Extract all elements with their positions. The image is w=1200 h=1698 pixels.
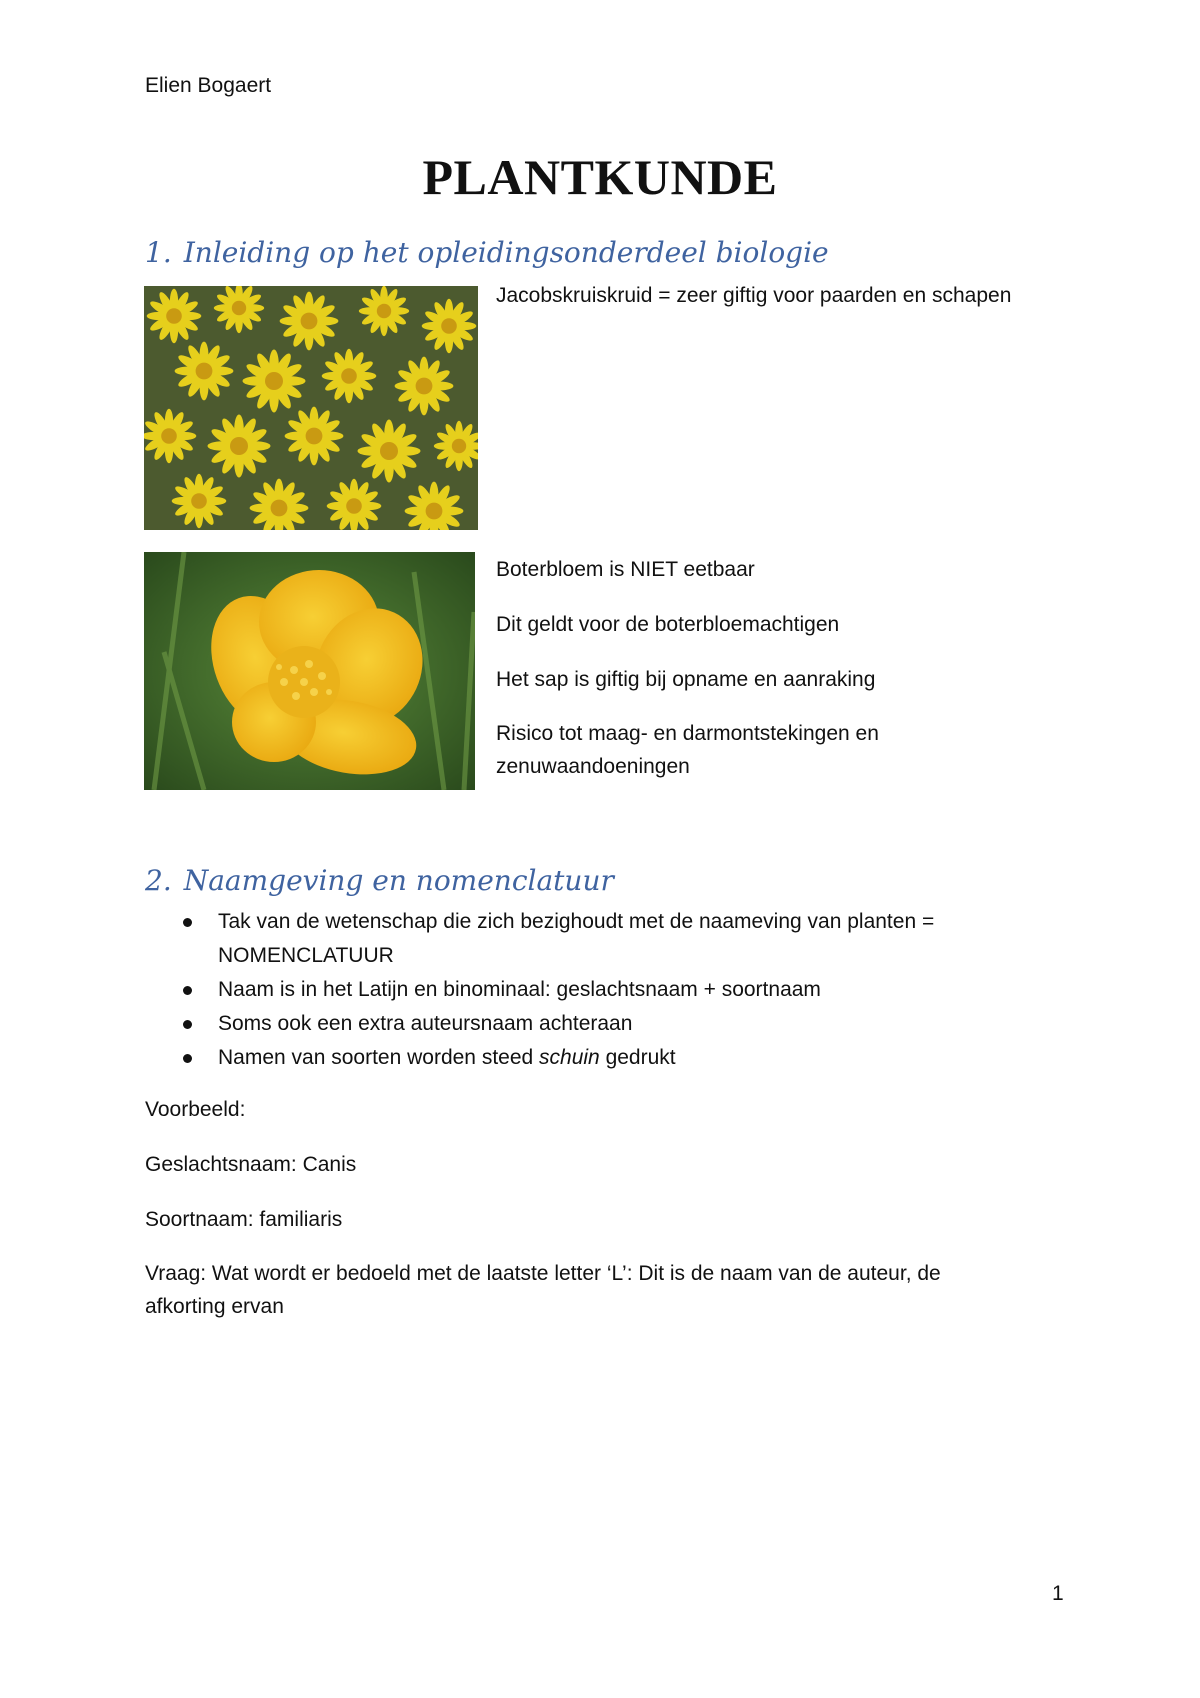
section-2-number: 2. xyxy=(145,864,172,897)
question-text: Vraag: Wat wordt er bedoeld met de laatste letter ‘L’: Dit is de naam van de auteur, de afkorting ervan xyxy=(145,1262,941,1318)
list-item xyxy=(145,905,1045,973)
section-1-heading xyxy=(145,236,829,269)
bullet-text-start: Namen van soorten worden steed xyxy=(218,1046,540,1069)
bullet-icon xyxy=(183,918,192,927)
buttercup-photo xyxy=(144,552,475,790)
bullet-text: Soms ook een extra auteursnaam achteraan xyxy=(218,1012,633,1035)
ragwort-flowers-image xyxy=(144,286,478,530)
buttercup-line-1: Boterbloem is NIET eetbaar xyxy=(496,558,755,581)
example-label: Voorbeeld: xyxy=(145,1098,246,1121)
bullet-icon xyxy=(183,1054,192,1063)
section-1-number: 1. xyxy=(145,236,172,269)
list-item xyxy=(145,1041,1045,1075)
page-number: 1 xyxy=(1052,1582,1064,1605)
species-example: Soortnaam: familiaris xyxy=(145,1208,343,1231)
nomenclature-bullet-list xyxy=(145,905,1045,1075)
list-item xyxy=(145,1007,1045,1041)
bullet-icon xyxy=(183,1020,192,1029)
bullet-icon xyxy=(183,986,192,995)
buttercup-line-3: Het sap is giftig bij opname en aanraking xyxy=(496,668,876,691)
list-item xyxy=(145,973,1045,1007)
bullet-text: Naam is in het Latijn en binominaal: geslachtsnaam + soortnaam xyxy=(218,978,821,1001)
section-2-heading xyxy=(145,864,614,897)
bullet-text: Tak van de wetenschap die zich bezighoudt met de naameving van planten = NOMENCLATUUR xyxy=(218,910,935,967)
section-2-title: Naamgeving en nomenclatuur xyxy=(183,864,614,897)
bullet-text-end: gedrukt xyxy=(599,1046,676,1069)
genus-example: Geslachtsnaam: Canis xyxy=(145,1153,357,1176)
buttercup-flower-image xyxy=(144,552,475,790)
document-title: PLANTKUNDE xyxy=(422,149,778,205)
buttercup-line-2: Dit geldt voor de boterbloemachtigen xyxy=(496,613,840,636)
ragwort-photo xyxy=(144,286,478,530)
buttercup-line-4: Risico tot maag- en darmontstekingen en zenuwaandoeningen xyxy=(496,722,879,778)
bullet-text-italic: schuin xyxy=(539,1046,600,1069)
section-1-title: Inleiding op het opleidingsonderdeel biologie xyxy=(183,236,829,269)
ragwort-caption: Jacobskruiskruid = zeer giftig voor paarden en schapen xyxy=(496,284,1012,307)
author-header: Elien Bogaert xyxy=(145,74,272,97)
